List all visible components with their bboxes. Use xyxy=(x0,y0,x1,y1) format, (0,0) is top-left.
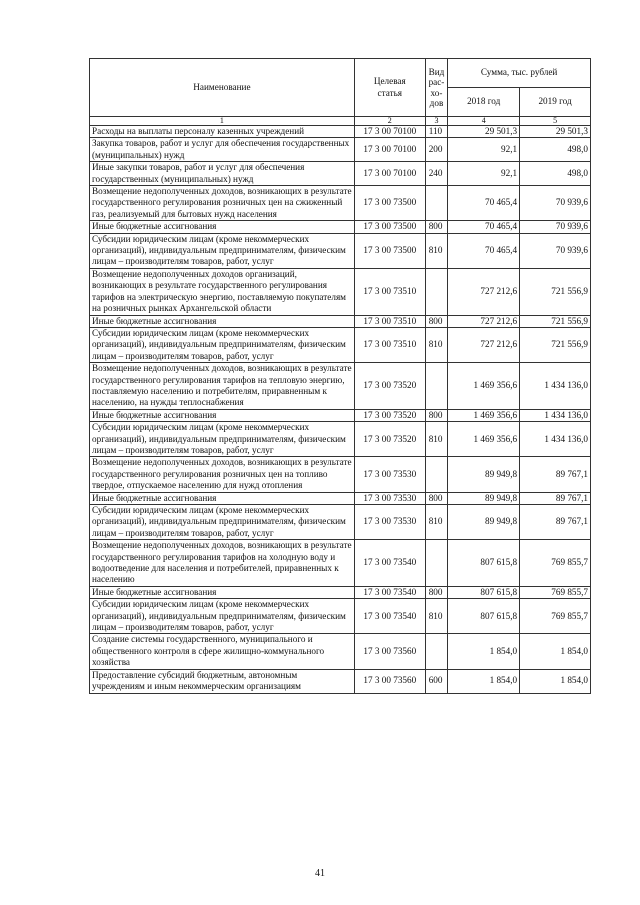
row-amount-2018: 29 501,3 xyxy=(448,126,520,138)
table-row xyxy=(90,233,591,268)
row-amount-2018: 70 465,4 xyxy=(448,221,520,233)
row-name: Иные бюджетные ассигнования xyxy=(90,221,355,233)
row-amount-2018: 1 854,0 xyxy=(448,634,520,669)
row-expense-type xyxy=(425,634,448,669)
row-target-code: 17 3 00 73530 xyxy=(354,505,425,540)
row-amount-2019: 1 434 136,0 xyxy=(520,422,591,457)
row-amount-2019: 721 556,9 xyxy=(520,327,591,362)
row-name: Возмещение недополученных доходов, возникающих в результате государственного регулирования розничных цен на топливо твердое, отпускаемое населению для нужд отопления xyxy=(90,457,355,492)
row-amount-2018: 1 469 356,6 xyxy=(448,363,520,410)
row-amount-2018: 727 212,6 xyxy=(448,268,520,315)
column-number: 5 xyxy=(520,117,591,126)
row-expense-type xyxy=(425,457,448,492)
table-row xyxy=(90,599,591,634)
row-amount-2019: 721 556,9 xyxy=(520,315,591,327)
row-amount-2019: 29 501,3 xyxy=(520,126,591,138)
row-expense-type: 600 xyxy=(425,669,448,693)
row-target-code: 17 3 00 73540 xyxy=(354,599,425,634)
row-amount-2018: 89 949,8 xyxy=(448,492,520,504)
row-target-code: 17 3 00 73540 xyxy=(354,540,425,587)
header-code-line2: статья xyxy=(377,87,403,98)
row-name: Субсидии юридическим лицам (кроме некоммерческих организаций), индивидуальным предпринимателям, физическим лицам – производителям товаров, работ, услуг xyxy=(90,422,355,457)
row-amount-2019: 498,0 xyxy=(520,162,591,186)
row-amount-2019: 70 939,6 xyxy=(520,233,591,268)
table-row xyxy=(90,315,591,327)
row-expense-type xyxy=(425,268,448,315)
page-number: 41 xyxy=(315,868,325,879)
row-target-code: 17 3 00 73560 xyxy=(354,669,425,693)
row-target-code: 17 3 00 73520 xyxy=(354,422,425,457)
row-name: Субсидии юридическим лицам (кроме некоммерческих организаций), индивидуальным предпринимателям, физическим лицам – производителям товаров, работ, услуг xyxy=(90,505,355,540)
row-target-code: 17 3 00 73510 xyxy=(354,315,425,327)
row-target-code: 17 3 00 73510 xyxy=(354,327,425,362)
row-expense-type: 810 xyxy=(425,327,448,362)
row-amount-2019: 769 855,7 xyxy=(520,599,591,634)
row-amount-2018: 727 212,6 xyxy=(448,315,520,327)
row-amount-2018: 70 465,4 xyxy=(448,186,520,221)
row-target-code: 17 3 00 70100 xyxy=(354,162,425,186)
row-amount-2018: 727 212,6 xyxy=(448,327,520,362)
row-amount-2019: 498,0 xyxy=(520,138,591,162)
row-target-code: 17 3 00 73530 xyxy=(354,492,425,504)
row-expense-type: 240 xyxy=(425,162,448,186)
table-body xyxy=(90,126,591,694)
row-amount-2018: 807 615,8 xyxy=(448,586,520,598)
header-year-2019: 2019 год xyxy=(520,88,591,117)
row-name: Создание системы государственного, муниципального и общественного контроля в сфере жилищно-коммунального хозяйства xyxy=(90,634,355,669)
row-amount-2019: 89 767,1 xyxy=(520,457,591,492)
row-amount-2019: 70 939,6 xyxy=(520,186,591,221)
row-target-code: 17 3 00 73510 xyxy=(354,268,425,315)
row-expense-type xyxy=(425,363,448,410)
table-row xyxy=(90,422,591,457)
table-row xyxy=(90,363,591,410)
header-code-line1: Целевая xyxy=(373,76,406,87)
row-expense-type: 810 xyxy=(425,422,448,457)
column-number: 2 xyxy=(354,117,425,126)
row-name: Закупка товаров, работ и услуг для обеспечения государственных (муниципальных) нужд xyxy=(90,138,355,162)
table-row xyxy=(90,409,591,421)
table-row xyxy=(90,492,591,504)
row-amount-2018: 807 615,8 xyxy=(448,540,520,587)
row-name: Иные бюджетные ассигнования xyxy=(90,586,355,598)
row-expense-type xyxy=(425,186,448,221)
row-expense-type: 800 xyxy=(425,315,448,327)
row-amount-2018: 92,1 xyxy=(448,162,520,186)
table-row xyxy=(90,138,591,162)
table-row xyxy=(90,505,591,540)
row-amount-2018: 1 469 356,6 xyxy=(448,422,520,457)
table-row xyxy=(90,126,591,138)
row-target-code: 17 3 00 70100 xyxy=(354,126,425,138)
row-target-code: 17 3 00 73560 xyxy=(354,634,425,669)
row-target-code: 17 3 00 73500 xyxy=(354,221,425,233)
row-expense-type: 800 xyxy=(425,221,448,233)
row-name: Субсидии юридическим лицам (кроме некоммерческих организаций), индивидуальным предпринимателям, физическим лицам – производителям товаров, работ, услуг xyxy=(90,599,355,634)
row-target-code: 17 3 00 73540 xyxy=(354,586,425,598)
row-expense-type: 810 xyxy=(425,505,448,540)
row-target-code: 17 3 00 70100 xyxy=(354,138,425,162)
table-row xyxy=(90,586,591,598)
row-expense-type: 800 xyxy=(425,492,448,504)
header-name: Наименование xyxy=(90,59,355,117)
header-year-2018: 2018 год xyxy=(448,88,520,117)
row-name: Расходы на выплаты персоналу казенных учреждений xyxy=(90,126,355,138)
row-amount-2019: 721 556,9 xyxy=(520,268,591,315)
row-target-code: 17 3 00 73500 xyxy=(354,186,425,221)
column-number: 4 xyxy=(448,117,520,126)
row-amount-2019: 1 434 136,0 xyxy=(520,363,591,410)
row-amount-2018: 807 615,8 xyxy=(448,599,520,634)
row-amount-2019: 1 854,0 xyxy=(520,669,591,693)
row-name: Возмещение недополученных доходов организаций, возникающих в результате государственного регулирования тарифов на электрическую энергию, поставляемую покупателям на розничных рынках Архангельской области xyxy=(90,268,355,315)
row-expense-type: 200 xyxy=(425,138,448,162)
row-expense-type: 810 xyxy=(425,233,448,268)
header-sum: Сумма, тыс. рублей xyxy=(448,59,591,88)
row-name: Предоставление субсидий бюджетным, автономным учреждениям и иным некоммерческим организациям xyxy=(90,669,355,693)
column-number: 3 xyxy=(425,117,448,126)
row-name: Возмещение недополученных доходов, возникающих в результате государственного регулирования розничных цен на сжиженный газ, реализуемый для бытовых нужд населения xyxy=(90,186,355,221)
row-amount-2018: 89 949,8 xyxy=(448,505,520,540)
header-vr-line: рас- xyxy=(428,77,445,87)
row-amount-2019: 89 767,1 xyxy=(520,505,591,540)
row-name: Субсидии юридическим лицам (кроме некоммерческих организаций), индивидуальным предпринимателям, физическим лицам – производителям товаров, работ, услуг xyxy=(90,233,355,268)
budget-table xyxy=(89,58,591,694)
row-amount-2018: 1 469 356,6 xyxy=(448,409,520,421)
row-amount-2019: 70 939,6 xyxy=(520,221,591,233)
header-vr-line: хо- xyxy=(430,87,443,98)
table-row xyxy=(90,327,591,362)
table-row xyxy=(90,634,591,669)
row-target-code: 17 3 00 73520 xyxy=(354,363,425,410)
row-name: Возмещение недополученных доходов, возникающих в результате государственного регулирования тарифов на тепловую энергию, поставляемую населению и потребителям, приравненным к населению, на нужды теплоснабжения xyxy=(90,363,355,410)
table-row xyxy=(90,669,591,693)
row-expense-type: 800 xyxy=(425,409,448,421)
table-row xyxy=(90,268,591,315)
row-amount-2018: 70 465,4 xyxy=(448,233,520,268)
table-row xyxy=(90,186,591,221)
table-row xyxy=(90,162,591,186)
header-expense-type xyxy=(425,59,448,117)
table-row xyxy=(90,540,591,587)
row-amount-2018: 92,1 xyxy=(448,138,520,162)
row-expense-type: 810 xyxy=(425,599,448,634)
row-name: Субсидии юридическим лицам (кроме некоммерческих организаций), индивидуальным предпринимателям, физическим лицам – производителям товаров, работ, услуг xyxy=(90,327,355,362)
row-expense-type: 110 xyxy=(425,126,448,138)
row-name: Возмещение недополученных доходов, возникающих в результате государственного регулирования тарифов на холодную воду и водоотведение для населения и потребителей, приравненных к населению xyxy=(90,540,355,587)
table-row xyxy=(90,457,591,492)
column-number-row xyxy=(90,117,591,126)
row-amount-2019: 89 767,1 xyxy=(520,492,591,504)
row-amount-2019: 769 855,7 xyxy=(520,540,591,587)
row-expense-type: 800 xyxy=(425,586,448,598)
row-amount-2018: 89 949,8 xyxy=(448,457,520,492)
table-row xyxy=(90,221,591,233)
column-number: 1 xyxy=(90,117,355,126)
header-target-article xyxy=(354,59,425,117)
row-target-code: 17 3 00 73520 xyxy=(354,409,425,421)
row-expense-type xyxy=(425,540,448,587)
header-vr-line: Вид xyxy=(428,66,445,77)
row-amount-2019: 769 855,7 xyxy=(520,586,591,598)
row-name: Иные бюджетные ассигнования xyxy=(90,409,355,421)
row-name: Иные закупки товаров, работ и услуг для обеспечения государственных (муниципальных) нужд xyxy=(90,162,355,186)
row-amount-2019: 1 434 136,0 xyxy=(520,409,591,421)
row-name: Иные бюджетные ассигнования xyxy=(90,315,355,327)
header-vr-line: дов xyxy=(429,98,444,108)
row-amount-2018: 1 854,0 xyxy=(448,669,520,693)
row-target-code: 17 3 00 73500 xyxy=(354,233,425,268)
row-amount-2019: 1 854,0 xyxy=(520,634,591,669)
row-target-code: 17 3 00 73530 xyxy=(354,457,425,492)
row-name: Иные бюджетные ассигнования xyxy=(90,492,355,504)
